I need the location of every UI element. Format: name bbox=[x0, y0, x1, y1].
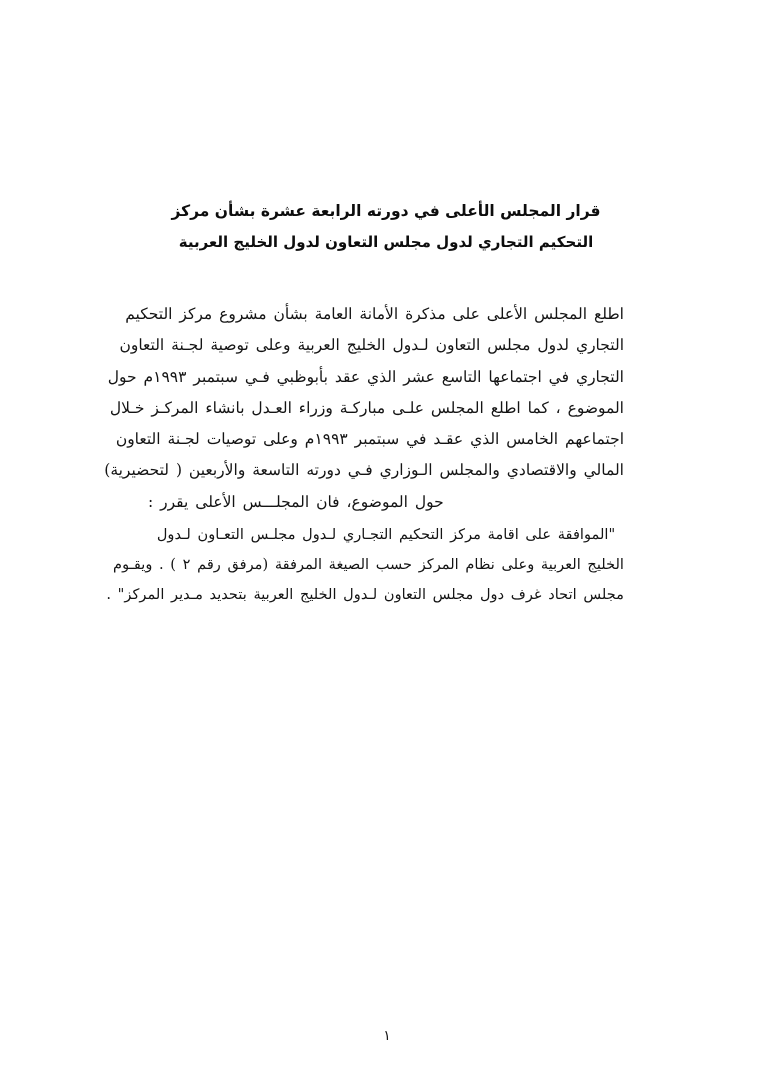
quote-line: الخليج العربية وعلى نظام المركز حسب الصيغة المرفقة (مرفق رقم ٢ ) . ويقـوم bbox=[113, 556, 624, 574]
paragraph-line: المالي والاقتصادي والمجلس الـوزاري فـي دورته التاسعة والأربعين ( لتحضيرية) bbox=[104, 461, 624, 480]
paragraph-line: اجتماعهم الخامس الذي عقـد في سبتمبر ١٩٩٣م وعلى توصيات لجـنة التعاون bbox=[115, 430, 624, 449]
paragraph-resolution-quote bbox=[106, 520, 624, 610]
paragraph-line: التجاري في اجتماعها التاسع عشر الذي عقد بأبوظبي فـي سبتمبر ١٩٩٣م حول bbox=[107, 367, 624, 386]
page-title bbox=[148, 196, 624, 257]
page-number: ١ bbox=[383, 1028, 391, 1044]
paragraph-line: حول الموضوع، فان المجلـــس الأعلى يقرر : bbox=[148, 492, 444, 511]
quote-line: مجلس اتحاد غرف دول مجلس التعاون لـدول الخليج العربية بتحديد مـدير المركز" . bbox=[106, 586, 624, 604]
title-line-2: التحكيم التجاري لدول مجلس التعاون لدول الخليج العربية bbox=[178, 233, 594, 251]
paragraph-line: التجاري لدول مجلس التعاون لـدول الخليج العربية وعلى توصية لجـنة التعاون bbox=[119, 336, 624, 355]
title-line-1: قرار المجلس الأعلى في دورته الرابعة عشرة بشأن مركز bbox=[171, 202, 601, 220]
paragraph-line: الموضوع ، كما اطلع المجلس علـى مباركـة وزراء العـدل بانشاء المركـز خـلال bbox=[109, 398, 624, 417]
paragraph-line: اطلع المجلس الأعلى على مذكرة الأمانة العامة بشأن مشروع مركز التحكيم bbox=[125, 305, 624, 323]
quote-line: "الموافقة على اقامة مركز التحكيم التجـاري لـدول مجلـس التعـاون لـدول bbox=[156, 526, 616, 544]
document-body bbox=[0, 196, 774, 610]
paragraph-preamble bbox=[104, 299, 624, 518]
